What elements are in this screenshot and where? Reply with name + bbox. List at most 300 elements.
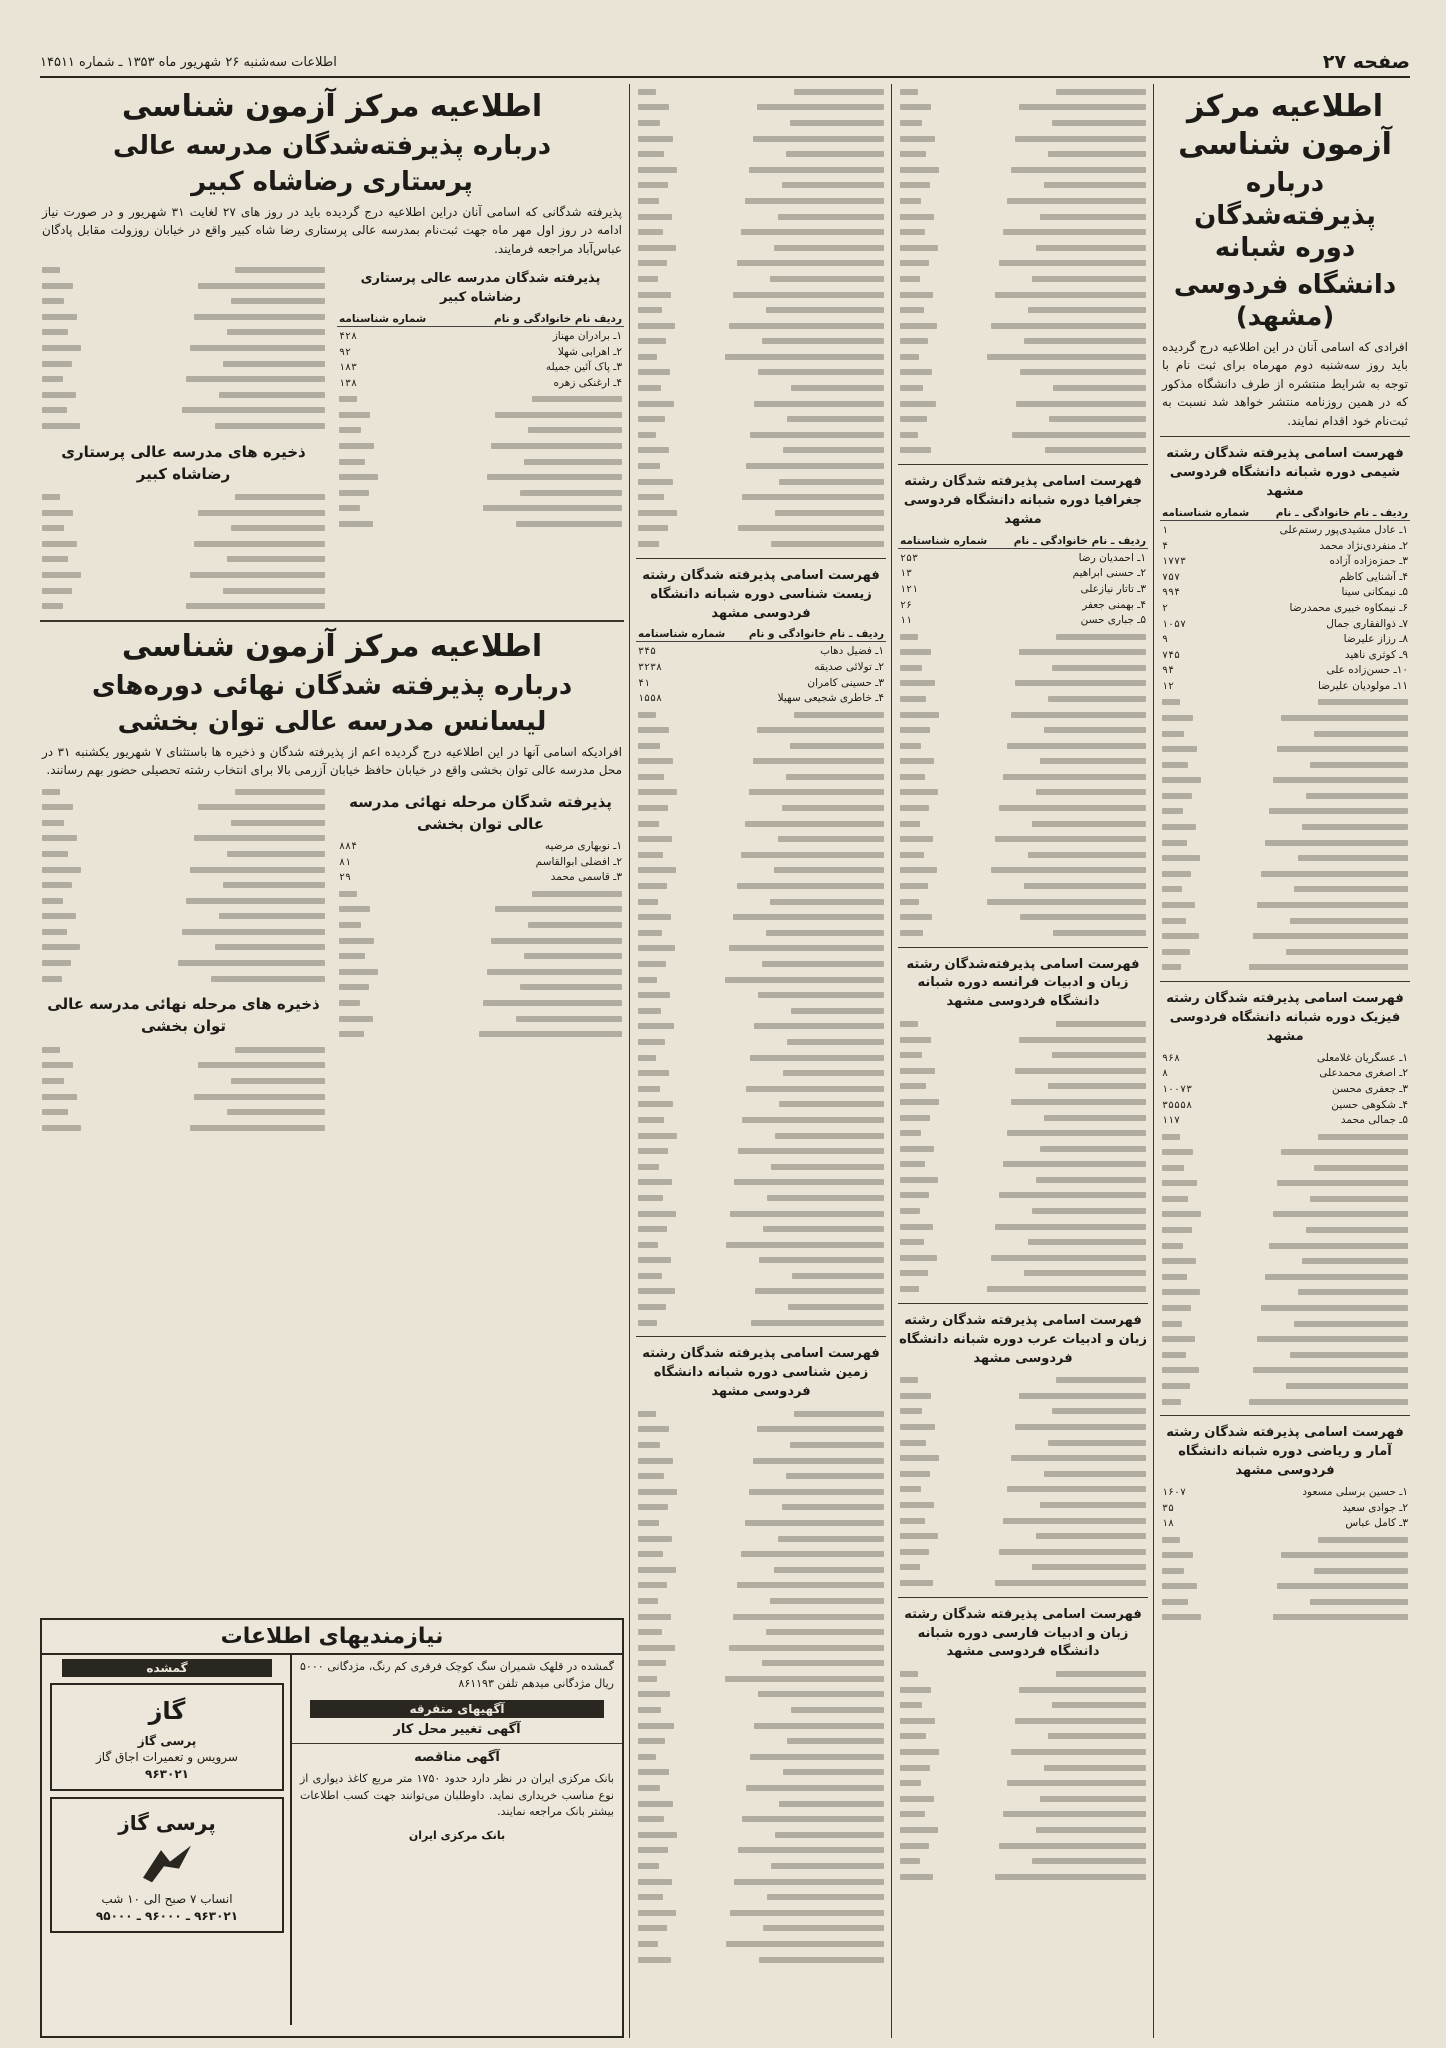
list-continuation <box>337 391 624 531</box>
list-row-placeholder <box>337 933 624 949</box>
list-row-placeholder <box>898 1838 1148 1854</box>
rehab-title-line3: لیسانس مدرسه عالی توان بخشی <box>117 707 547 738</box>
list-row-placeholder <box>898 660 1148 676</box>
list-row-placeholder <box>40 1073 327 1089</box>
list-row-placeholder <box>1160 1129 1410 1145</box>
list-row-placeholder <box>898 224 1148 240</box>
list-row-placeholder <box>636 1656 886 1672</box>
list-row-placeholder <box>40 489 327 505</box>
list-row-placeholder <box>636 1811 886 1827</box>
list-row-placeholder <box>636 1159 886 1175</box>
list-row-placeholder <box>40 567 327 583</box>
list-row-placeholder <box>1160 726 1410 742</box>
list-row-placeholder <box>636 178 886 194</box>
list-row-placeholder <box>636 1253 886 1269</box>
list-row-placeholder <box>898 318 1148 334</box>
list-row-placeholder <box>40 521 327 537</box>
list-item: ۲ـ حسنی ابراهیم ۱۳ <box>900 567 1146 580</box>
list-row-placeholder <box>1160 1579 1410 1595</box>
list-row-placeholder <box>40 278 327 294</box>
list-item: ۴ـ شکوهی حسین ۳۵۵۵۸ <box>1162 1098 1408 1111</box>
list-row-placeholder <box>1160 913 1410 929</box>
list-row-placeholder <box>898 1575 1148 1591</box>
list-row-placeholder <box>1160 1347 1410 1363</box>
list-row-placeholder <box>898 676 1148 692</box>
list-item: ۳ـ حمزه‌زاده آزاده ۱۷۷۳ <box>1162 555 1408 568</box>
gas-logo: گاز <box>148 1697 186 1725</box>
list-row-placeholder <box>636 972 886 988</box>
classified-ads <box>40 1618 624 2038</box>
list-row-placeholder <box>636 769 886 785</box>
list-row-placeholder <box>40 403 327 419</box>
list-row-placeholder <box>40 325 327 341</box>
list-row-placeholder <box>636 785 886 801</box>
list-item: ۳ـ قاسمی محمد ۲۹ <box>339 871 622 884</box>
list-item: ۱ـ حسین برسلی مسعود ۱۶۰۷ <box>1162 1485 1408 1498</box>
list-chemistry <box>1160 523 1410 695</box>
list-row-placeholder <box>40 831 327 847</box>
list-row-placeholder <box>898 302 1148 318</box>
list-row-placeholder <box>898 1219 1148 1235</box>
classified-header: نیازمندیهای اطلاعات <box>42 1620 622 1655</box>
list-item: ۱ـ نوبهاری مرضیه ۸۸۴ <box>339 840 622 853</box>
list-row-placeholder <box>898 115 1148 131</box>
list-continuation <box>40 489 327 614</box>
list-row-placeholder <box>898 287 1148 303</box>
list-row-placeholder <box>40 846 327 862</box>
list-title-rehab: پذیرفته شدگان مرحله نهائی مدرسه عالی توان بخشی <box>349 792 612 833</box>
list-row-placeholder <box>898 1744 1148 1760</box>
list-row-placeholder <box>898 131 1148 147</box>
list-row-placeholder <box>1160 1238 1410 1254</box>
lost-header: گمشده <box>62 1659 272 1677</box>
list-row-placeholder <box>898 1063 1148 1079</box>
list-title-chemistry: فهرست اسامی پذیرفته شدگان رشته شیمی دوره شبانه دانشگاه فردوسی مشهد <box>1166 446 1404 500</box>
list-row-placeholder <box>636 1128 886 1144</box>
list-row-placeholder <box>636 925 886 941</box>
list-row-placeholder <box>40 293 327 309</box>
list-row-placeholder <box>1160 1160 1410 1176</box>
announcement-title-line1: اطلاعیه مرکز آزمون شناسی <box>1178 89 1392 162</box>
list-title-physics: فهرست اسامی پذیرفته شدگان رشته فیزیک دوره شبانه دانشگاه فردوسی مشهد <box>1166 991 1404 1044</box>
column-lists-c <box>636 84 886 2038</box>
page-number: صفحه ۲۷ <box>1322 51 1410 73</box>
list-row-placeholder <box>636 1315 886 1331</box>
list-row-placeholder <box>898 380 1148 396</box>
list-row-placeholder <box>898 349 1148 365</box>
list-row-placeholder <box>636 1097 886 1113</box>
list-row-placeholder <box>898 1513 1148 1529</box>
list-row-placeholder <box>40 940 327 956</box>
list-row-placeholder <box>636 1609 886 1625</box>
list-continuation <box>1160 1532 1410 1626</box>
list-row-placeholder <box>898 1372 1148 1388</box>
list-row-placeholder <box>1160 835 1410 851</box>
list-row-placeholder <box>898 1094 1148 1110</box>
list-header: ردیف ـ نام خانوادگی و نام شماره شناسنامه <box>638 628 884 641</box>
list-rehab <box>337 839 624 886</box>
list-item: ۴ـ بهمنی جعفر ۲۶ <box>900 598 1146 611</box>
list-row-placeholder <box>337 886 624 902</box>
list-row-placeholder <box>1160 1331 1410 1347</box>
list-row-placeholder <box>40 418 327 434</box>
list-row-placeholder <box>898 691 1148 707</box>
list-item: ۳ـ پاک آئین جمیله ۱۸۳ <box>339 361 622 374</box>
list-continuation <box>1160 695 1410 976</box>
list-row-placeholder <box>40 1089 327 1105</box>
list-row-placeholder <box>898 1791 1148 1807</box>
list-row-placeholder <box>898 1775 1148 1791</box>
announcement-title-line2: درباره پذیرفته‌شدگان دوره شبانه <box>1194 168 1376 263</box>
list-title-geology: فهرست اسامی پذیرفته شدگان رشته زمین شناسی دوره شبانه دانشگاه فردوسی مشهد <box>642 1346 880 1400</box>
list-item: ۲ـ جوادی سعید ۳۵ <box>1162 1501 1408 1514</box>
list-row-placeholder <box>337 501 624 517</box>
list-row-placeholder <box>636 1687 886 1703</box>
list-continuation <box>898 629 1148 941</box>
list-row-placeholder <box>898 769 1148 785</box>
list-row-placeholder <box>337 516 624 532</box>
list-row-placeholder <box>898 1141 1148 1157</box>
list-row-placeholder <box>636 411 886 427</box>
list-item: ۱ـ فضیل دهاب ۳۴۵ <box>638 645 884 658</box>
list-row-placeholder <box>636 209 886 225</box>
list-row-placeholder <box>1160 788 1410 804</box>
list-row-placeholder <box>898 209 1148 225</box>
list-header: ردیف نام خانوادگی و نام شماره شناسنامه <box>339 312 622 325</box>
list-row-placeholder <box>636 1952 886 1968</box>
gas-ad-1: گاز پرسی گاز سرویس و تعمیرات اجاق گاز ۹۶۳۰۲۱ <box>50 1683 284 1791</box>
list-row-placeholder <box>636 1237 886 1253</box>
list-row-placeholder <box>636 1796 886 1812</box>
list-row-placeholder <box>636 941 886 957</box>
list-header: ردیف ـ نام خانوادگی ـ نام شماره شناسنامه <box>900 534 1146 547</box>
list-row-placeholder <box>337 423 624 439</box>
list-row-placeholder <box>898 1404 1148 1420</box>
list-item: ۳ـ کامل عباس ۱۸ <box>1162 1517 1408 1530</box>
list-continuation <box>40 262 327 434</box>
list-row-placeholder <box>636 816 886 832</box>
list-statistics <box>1160 1485 1410 1532</box>
list-row-placeholder <box>636 427 886 443</box>
misc-ads-header: آگهیهای متفرقه <box>310 1700 604 1718</box>
list-continuation <box>898 1016 1148 1297</box>
list-row-placeholder <box>1160 804 1410 820</box>
list-row-placeholder <box>1160 1378 1410 1394</box>
list-row-placeholder <box>898 1528 1148 1544</box>
list-row-placeholder <box>636 1780 886 1796</box>
list-row-placeholder <box>636 1889 886 1905</box>
nursing-title-line3: پرستاری رضاشاه کبیر <box>191 167 473 197</box>
list-row-placeholder <box>636 1593 886 1609</box>
list-row-placeholder <box>40 505 327 521</box>
list-row-placeholder <box>898 644 1148 660</box>
list-item: ۷ـ ذوالفقاری جمال ۱۰۵۷ <box>1162 617 1408 630</box>
gas-ad-2: پرسی گاز انساب ۷ صبح الی ۱۰ شب ۹۶۳۰۲۱ ـ ۹۶۰۰۰ ـ ۹۵۰۰۰ <box>50 1797 284 1933</box>
list-row-placeholder <box>40 340 327 356</box>
list-row-placeholder <box>1160 1594 1410 1610</box>
list-row-placeholder <box>898 1682 1148 1698</box>
rehab-intro: افرادیکه اسامی آنها در این اطلاعیه درج گردیده اعم از پذیرفته شدگان و ذخیره ها باستثنای ۷ شهریور یکشنبه ۳۱ در محل مدرسه عالی توان بخشی واقع در خیابان حافظ خیابان آزرمی بالا برای انتخاب رشته تحصیلی حضور بهم رسانند. <box>42 744 623 778</box>
list-row-placeholder <box>636 131 886 147</box>
list-row-placeholder <box>1160 944 1410 960</box>
list-row-placeholder <box>1160 960 1410 976</box>
list-row-placeholder <box>636 380 886 396</box>
list-row-placeholder <box>1160 866 1410 882</box>
list-row-placeholder <box>636 1515 886 1531</box>
list-row-placeholder <box>636 1640 886 1656</box>
column-shabaneh <box>1160 84 1410 2038</box>
list-row-placeholder <box>636 1765 886 1781</box>
list-continuation <box>1160 1129 1410 1410</box>
list-item: ۱۱ـ مولودیان علیرضا ۱۲ <box>1162 679 1408 692</box>
list-row-placeholder <box>898 334 1148 350</box>
rehab-title-line2: درباره پذیرفته شدگان نهائی دوره‌های <box>91 670 573 701</box>
list-row-placeholder <box>636 831 886 847</box>
list-row-placeholder <box>40 356 327 372</box>
list-row-placeholder <box>898 1079 1148 1095</box>
list-row-placeholder <box>1160 710 1410 726</box>
list-row-placeholder <box>636 1500 886 1516</box>
list-row-placeholder <box>337 964 624 980</box>
list-row-placeholder <box>898 100 1148 116</box>
list-row-placeholder <box>898 894 1148 910</box>
list-row-placeholder <box>1160 1269 1410 1285</box>
list-row-placeholder <box>636 722 886 738</box>
list-title-nursing: پذیرفته شدگان مدرسه عالی پرستاری رضاشاه کبیر <box>360 271 601 306</box>
list-row-placeholder <box>898 1266 1148 1282</box>
list-row-placeholder <box>898 146 1148 162</box>
list-continuation <box>898 1666 1148 1884</box>
list-row-placeholder <box>898 427 1148 443</box>
list-row-placeholder <box>636 754 886 770</box>
list-row-placeholder <box>337 980 624 996</box>
list-row-placeholder <box>40 1058 327 1074</box>
list-row-placeholder <box>636 1190 886 1206</box>
nursing-title-line1: اطلاعیه مرکز آزمون شناسی <box>121 89 543 124</box>
column-nursing-rehab <box>40 84 624 1618</box>
list-row-placeholder <box>1160 1363 1410 1379</box>
list-row-placeholder <box>1160 1144 1410 1160</box>
list-row-placeholder <box>898 411 1148 427</box>
page-header <box>40 48 1410 78</box>
list-row-placeholder <box>40 955 327 971</box>
list-row-placeholder <box>636 474 886 490</box>
list-row-placeholder <box>636 271 886 287</box>
list-row-placeholder <box>1160 695 1410 711</box>
list-row-placeholder <box>636 162 886 178</box>
list-item: ۴ـ ارغنکی زهره ۱۳۸ <box>339 376 622 389</box>
list-row-placeholder <box>636 489 886 505</box>
list-row-placeholder <box>636 1175 886 1191</box>
list-row-placeholder <box>636 240 886 256</box>
change-office-title: آگهی تغییر محل کار <box>393 1722 521 1737</box>
list-item: ۸ـ رزاز علیرضا ۹ <box>1162 633 1408 646</box>
list-item: ۳ـ جعفری محسن ۱۰۰۷۳ <box>1162 1082 1408 1095</box>
list-row-placeholder <box>636 1065 886 1081</box>
list-row-placeholder <box>636 707 886 723</box>
list-row-placeholder <box>1160 1394 1410 1410</box>
list-row-placeholder <box>636 1718 886 1734</box>
list-row-placeholder <box>337 469 624 485</box>
list-row-placeholder <box>636 1562 886 1578</box>
list-row-placeholder <box>636 396 886 412</box>
list-row-placeholder <box>898 1713 1148 1729</box>
list-row-placeholder <box>898 1419 1148 1435</box>
list-row-placeholder <box>898 271 1148 287</box>
newspaper-page <box>40 48 1410 2038</box>
list-row-placeholder <box>898 925 1148 941</box>
list-row-placeholder <box>636 115 886 131</box>
list-row-placeholder <box>636 1531 886 1547</box>
list-row-placeholder <box>337 407 624 423</box>
list-row-placeholder <box>636 1546 886 1562</box>
list-row-placeholder <box>898 1822 1148 1838</box>
list-row-placeholder <box>898 1125 1148 1141</box>
list-row-placeholder <box>898 816 1148 832</box>
list-row-placeholder <box>898 1729 1148 1745</box>
list-row-placeholder <box>636 894 886 910</box>
list-row-placeholder <box>636 193 886 209</box>
list-row-placeholder <box>636 1221 886 1237</box>
list-item: ۱ـ عادل مشیدی‌پور رستم‌علی ۱ <box>1162 524 1408 536</box>
list-row-placeholder <box>898 1234 1148 1250</box>
list-row-placeholder <box>898 193 1148 209</box>
list-row-placeholder <box>636 84 886 100</box>
list-row-placeholder <box>636 1921 886 1937</box>
list-row-placeholder <box>40 815 327 831</box>
list-row-placeholder <box>636 1422 886 1438</box>
list-row-placeholder <box>636 1671 886 1687</box>
list-row-placeholder <box>636 256 886 272</box>
list-row-placeholder <box>337 1026 624 1042</box>
list-row-placeholder <box>636 1468 886 1484</box>
list-row-placeholder <box>898 1281 1148 1297</box>
list-row-placeholder <box>1160 757 1410 773</box>
list-row-placeholder <box>1160 819 1410 835</box>
list-row-placeholder <box>898 1450 1148 1466</box>
list-row-placeholder <box>636 1874 886 1890</box>
list-row-placeholder <box>898 831 1148 847</box>
list-row-placeholder <box>898 722 1148 738</box>
list-row-placeholder <box>337 1011 624 1027</box>
list-row-placeholder <box>636 1406 886 1422</box>
list-title-biology: فهرست اسامی پذیرفته شدگان رشته زیست شناسی دوره شبانه دانشگاه فردوسی مشهد <box>642 567 880 621</box>
list-row-placeholder <box>898 800 1148 816</box>
announcement-title-line3: دانشگاه فردوسی (مشهد) <box>1173 269 1397 332</box>
nursing-intro: پذیرفته شدگانی که اسامی آنان دراین اطلاعیه درج گردیده باید در روز های ۲۷ لغایت ۳۱ شهریور و در صورت نیاز ادامه در روز اول مهر ماه جهت ثبت‌نام بمدرسه عالی پرستاری رضا شاه کبیر واقع در خیابان روزولت مقابل پادگان عباس‌آباد مراجعه فرمایند. <box>42 204 622 256</box>
list-row-placeholder <box>898 1560 1148 1576</box>
list-physics <box>1160 1051 1410 1129</box>
list-row-placeholder <box>636 1749 886 1765</box>
list-row-placeholder <box>636 1019 886 1035</box>
list-row-placeholder <box>636 146 886 162</box>
list-row-placeholder <box>898 878 1148 894</box>
list-row-placeholder <box>636 800 886 816</box>
list-row-placeholder <box>1160 1176 1410 1192</box>
nursing-title-line2: درباره پذیرفته‌شدگان مدرسه عالی <box>112 130 552 161</box>
list-row-placeholder <box>898 1172 1148 1188</box>
list-row-placeholder <box>898 1869 1148 1885</box>
list-row-placeholder <box>898 1157 1148 1173</box>
list-row-placeholder <box>1160 741 1410 757</box>
list-row-placeholder <box>898 1032 1148 1048</box>
list-row-placeholder <box>40 971 327 987</box>
list-row-placeholder <box>1160 1300 1410 1316</box>
list-row-placeholder <box>636 1299 886 1315</box>
list-title-statistics: فهرست اسامی پذیرفته شدگان رشته آمار و ریاضی دوره شبانه دانشگاه فردوسی مشهد <box>1166 1425 1404 1479</box>
list-row-placeholder <box>40 784 327 800</box>
list-row-placeholder <box>636 100 886 116</box>
list-row-placeholder <box>1160 1610 1410 1626</box>
list-row-placeholder <box>898 1697 1148 1713</box>
list-row-placeholder <box>898 396 1148 412</box>
list-row-placeholder <box>636 521 886 537</box>
gas-phone-2: ۹۶۳۰۲۱ ـ ۹۶۰۰۰ ـ ۹۵۰۰۰ <box>95 1908 239 1923</box>
list-row-placeholder <box>636 224 886 240</box>
list-row-placeholder <box>40 893 327 909</box>
list-item: ۵ـ جباری حسن ۱۱ <box>900 614 1146 627</box>
list-row-placeholder <box>898 1666 1148 1682</box>
list-row-placeholder <box>636 878 886 894</box>
list-continuation <box>636 707 886 1331</box>
list-row-placeholder <box>898 1497 1148 1513</box>
list-row-placeholder <box>337 948 624 964</box>
column-lists-b <box>898 84 1148 2038</box>
list-row-placeholder <box>40 583 327 599</box>
list-row-placeholder <box>636 1284 886 1300</box>
list-row-placeholder <box>1160 1191 1410 1207</box>
list-row-placeholder <box>40 924 327 940</box>
list-continuation <box>898 84 1148 458</box>
list-row-placeholder <box>636 536 886 552</box>
list-row-placeholder <box>40 387 327 403</box>
list-row-placeholder <box>898 1760 1148 1776</box>
list-row-placeholder <box>337 902 624 918</box>
reserve-title-nursing: ذخیره های مدرسه عالی پرستاری رضاشاه کبیر <box>61 442 306 483</box>
list-row-placeholder <box>1160 1532 1410 1548</box>
list-row-placeholder <box>898 178 1148 194</box>
list-row-placeholder <box>636 443 886 459</box>
list-item: ۴ـ آشنایی کاظم ۷۵۷ <box>1162 570 1408 583</box>
gas-phone-1: ۹۶۳۰۲۱ <box>145 1767 189 1782</box>
list-row-placeholder <box>1160 773 1410 789</box>
list-item: ۲ـ منفردی‌نژاد محمد ۴ <box>1162 539 1408 552</box>
list-row-placeholder <box>636 1034 886 1050</box>
announcement-intro: افرادی که اسامی آنان در این اطلاعیه درج گردیده باید روز سه‌شنبه دوم مهرماه برای ثبت نام با توجه به شرایط منتشره از طرف دانشگاه مذکور که در همین روزنامه منتشر خواهد شد نسبت به ثبت‌نام خود اقدام نمایند. <box>1162 339 1408 428</box>
list-row-placeholder <box>636 1936 886 1952</box>
list-row-placeholder <box>898 1250 1148 1266</box>
list-row-placeholder <box>1160 1253 1410 1269</box>
list-row-placeholder <box>337 917 624 933</box>
list-row-placeholder <box>636 1624 886 1640</box>
list-row-placeholder <box>898 909 1148 925</box>
list-row-placeholder <box>898 785 1148 801</box>
list-item: ۱ـ احمدیان رضا ۲۵۳ <box>900 551 1146 564</box>
list-row-placeholder <box>1160 1316 1410 1332</box>
reserve-title-rehab: ذخیره های مرحله نهائی مدرسه عالی توان بخشی <box>47 995 320 1036</box>
list-row-placeholder <box>898 1807 1148 1823</box>
list-item: ۱۰ـ حسن‌زاده علی ۹۴ <box>1162 664 1408 677</box>
list-row-placeholder <box>337 995 624 1011</box>
list-continuation <box>636 1406 886 1967</box>
gas-bird-icon <box>137 1841 197 1887</box>
list-row-placeholder <box>636 1843 886 1859</box>
list-item: ۲ـ تولائی صدیقه ۳۲۳۸ <box>638 660 884 673</box>
list-row-placeholder <box>636 287 886 303</box>
list-row-placeholder <box>898 240 1148 256</box>
list-row-placeholder <box>636 505 886 521</box>
list-row-placeholder <box>898 707 1148 723</box>
